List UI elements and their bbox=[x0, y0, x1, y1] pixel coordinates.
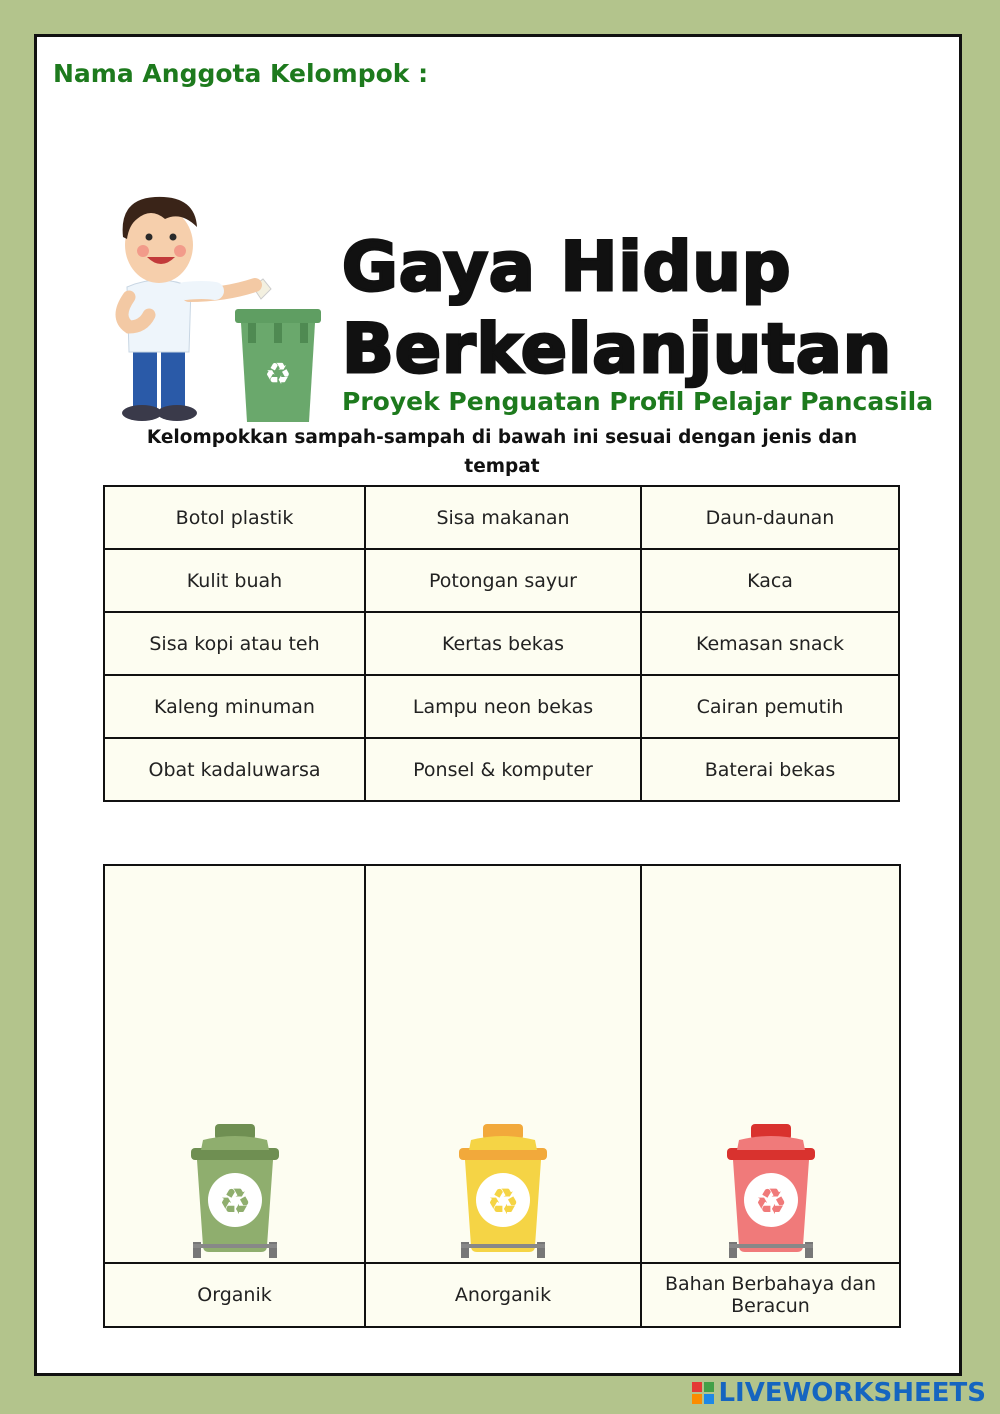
project-subtitle: Proyek Penguatan Profil Pelajar Pancasila bbox=[342, 387, 934, 416]
group-members-label: Nama Anggota Kelompok : bbox=[53, 59, 429, 88]
bin-label-anorganik: Anorganik bbox=[454, 1284, 552, 1306]
waste-item[interactable]: Kemasan snack bbox=[641, 612, 899, 675]
waste-item[interactable]: Sisa makanan bbox=[365, 486, 641, 549]
waste-item[interactable]: Baterai bekas bbox=[641, 738, 899, 801]
green-trash-bin-icon bbox=[187, 1122, 283, 1262]
bin-label-b3: Bahan Berbahaya dan Beracun bbox=[664, 1273, 877, 1317]
yellow-trash-bin-icon bbox=[455, 1122, 551, 1262]
waste-item[interactable]: Botol plastik bbox=[104, 486, 365, 549]
waste-items-table bbox=[103, 485, 900, 802]
items-row bbox=[104, 612, 899, 675]
worksheet-page bbox=[34, 34, 962, 1376]
waste-item[interactable]: Kaca bbox=[641, 549, 899, 612]
liveworksheets-mark-icon bbox=[692, 1382, 714, 1404]
liveworksheets-logo bbox=[692, 1378, 986, 1408]
instruction-text: Kelompokkan sampah-sampah di bawah ini sesuai dengan jenis dan tempat bbox=[146, 427, 858, 477]
waste-item[interactable]: Lampu neon bekas bbox=[365, 675, 641, 738]
svg-text:♻: ♻ bbox=[218, 1182, 251, 1223]
waste-item[interactable]: Ponsel & komputer bbox=[365, 738, 641, 801]
svg-text:♻: ♻ bbox=[264, 357, 292, 392]
drop-zone-organik[interactable] bbox=[105, 866, 364, 1264]
waste-item[interactable]: Daun-daunan bbox=[641, 486, 899, 549]
bin-label-organik: Organik bbox=[197, 1284, 272, 1306]
waste-item[interactable]: Cairan pemutih bbox=[641, 675, 899, 738]
items-row bbox=[104, 486, 899, 549]
drop-zone-b3[interactable] bbox=[642, 866, 899, 1264]
waste-item[interactable]: Kertas bekas bbox=[365, 612, 641, 675]
items-row bbox=[104, 675, 899, 738]
boy-throwing-trash-illustration bbox=[85, 177, 335, 422]
items-row bbox=[104, 738, 899, 801]
svg-text:♻: ♻ bbox=[486, 1182, 520, 1223]
waste-item[interactable]: Kulit buah bbox=[104, 549, 365, 612]
bin-column-organik bbox=[105, 866, 366, 1326]
svg-text:♻: ♻ bbox=[754, 1182, 787, 1223]
liveworksheets-brand: LIVEWORKSHEETS bbox=[718, 1378, 986, 1408]
waste-item[interactable]: Sisa kopi atau teh bbox=[104, 612, 365, 675]
waste-item[interactable]: Obat kadaluwarsa bbox=[104, 738, 365, 801]
red-trash-bin-icon bbox=[723, 1122, 819, 1262]
waste-bins-area bbox=[103, 864, 901, 1328]
drop-zone-anorganik[interactable] bbox=[366, 866, 640, 1264]
bin-column-anorganik bbox=[366, 866, 642, 1326]
items-row bbox=[104, 549, 899, 612]
waste-item[interactable]: Potongan sayur bbox=[365, 549, 641, 612]
worksheet-title: Gaya Hidup Berkelanjutan bbox=[342, 228, 893, 389]
waste-item[interactable]: Kaleng minuman bbox=[104, 675, 365, 738]
bin-column-b3 bbox=[642, 866, 899, 1326]
